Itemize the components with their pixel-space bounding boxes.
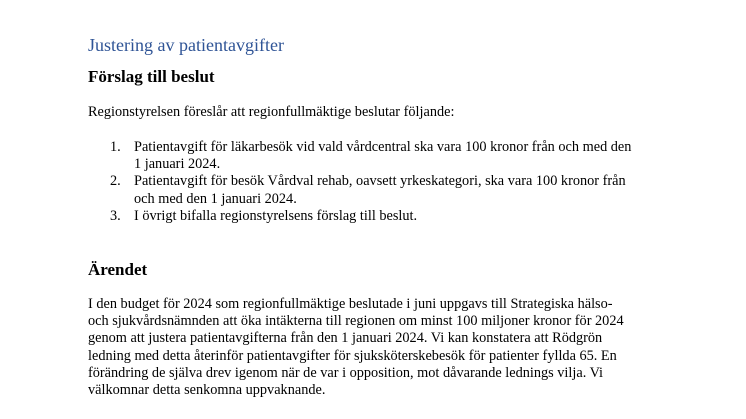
- proposal-heading: Förslag till beslut: [88, 67, 215, 86]
- decision-text-line: och med den 1 januari 2024.: [134, 190, 297, 207]
- case-text-line: ledning med detta återinför patientavgifter för sjuksköterskebesök för patienter fyllda 65. En: [88, 347, 617, 364]
- decision-number: 2.: [110, 173, 121, 190]
- intro-paragraph: Regionstyrelsen föreslår att regionfullmäktige beslutar följande:: [88, 104, 455, 120]
- decision-number: 1.: [110, 139, 121, 155]
- case-heading: Ärendet: [88, 260, 148, 279]
- decision-text-line: 1 januari 2024.: [134, 156, 221, 173]
- decision-text-line: I övrigt bifalla regionstyrelsens förslag till beslut.: [134, 207, 418, 224]
- case-text-line: och sjukvårdsnämnden att öka intäkterna till regionen om minst 100 miljoner kronor för 2024: [88, 313, 624, 330]
- decision-item: [110, 208, 670, 225]
- decision-list: [110, 139, 670, 225]
- case-text-line: förändring de själva drev igenom när de var i opposition, mot dåvarande lednings vilja. Vi: [88, 364, 604, 381]
- case-paragraph: [88, 296, 660, 399]
- decision-text-line: Patientavgift för besök Vårdval rehab, oavsett yrkeskategori, ska vara 100 kronor från: [134, 173, 626, 190]
- case-text-line: välkomnar detta senkomna uppvaknande.: [88, 382, 326, 399]
- decision-item: [110, 139, 670, 173]
- document-title: Justering av patientavgifter: [88, 35, 284, 55]
- case-text-line: I den budget för 2024 som regionfullmäktige beslutade i juni uppgavs till Strategiska hälso-: [88, 296, 613, 312]
- case-text-line: genom att justera patientavgifterna från den 1 januari 2024. Vi kan konstatera att Rödgrön: [88, 330, 603, 347]
- decision-item: [110, 173, 670, 207]
- decision-number: 3.: [110, 207, 121, 224]
- decision-text-line: Patientavgift för läkarbesök vid vald vårdcentral ska vara 100 kronor från och med den: [134, 139, 632, 155]
